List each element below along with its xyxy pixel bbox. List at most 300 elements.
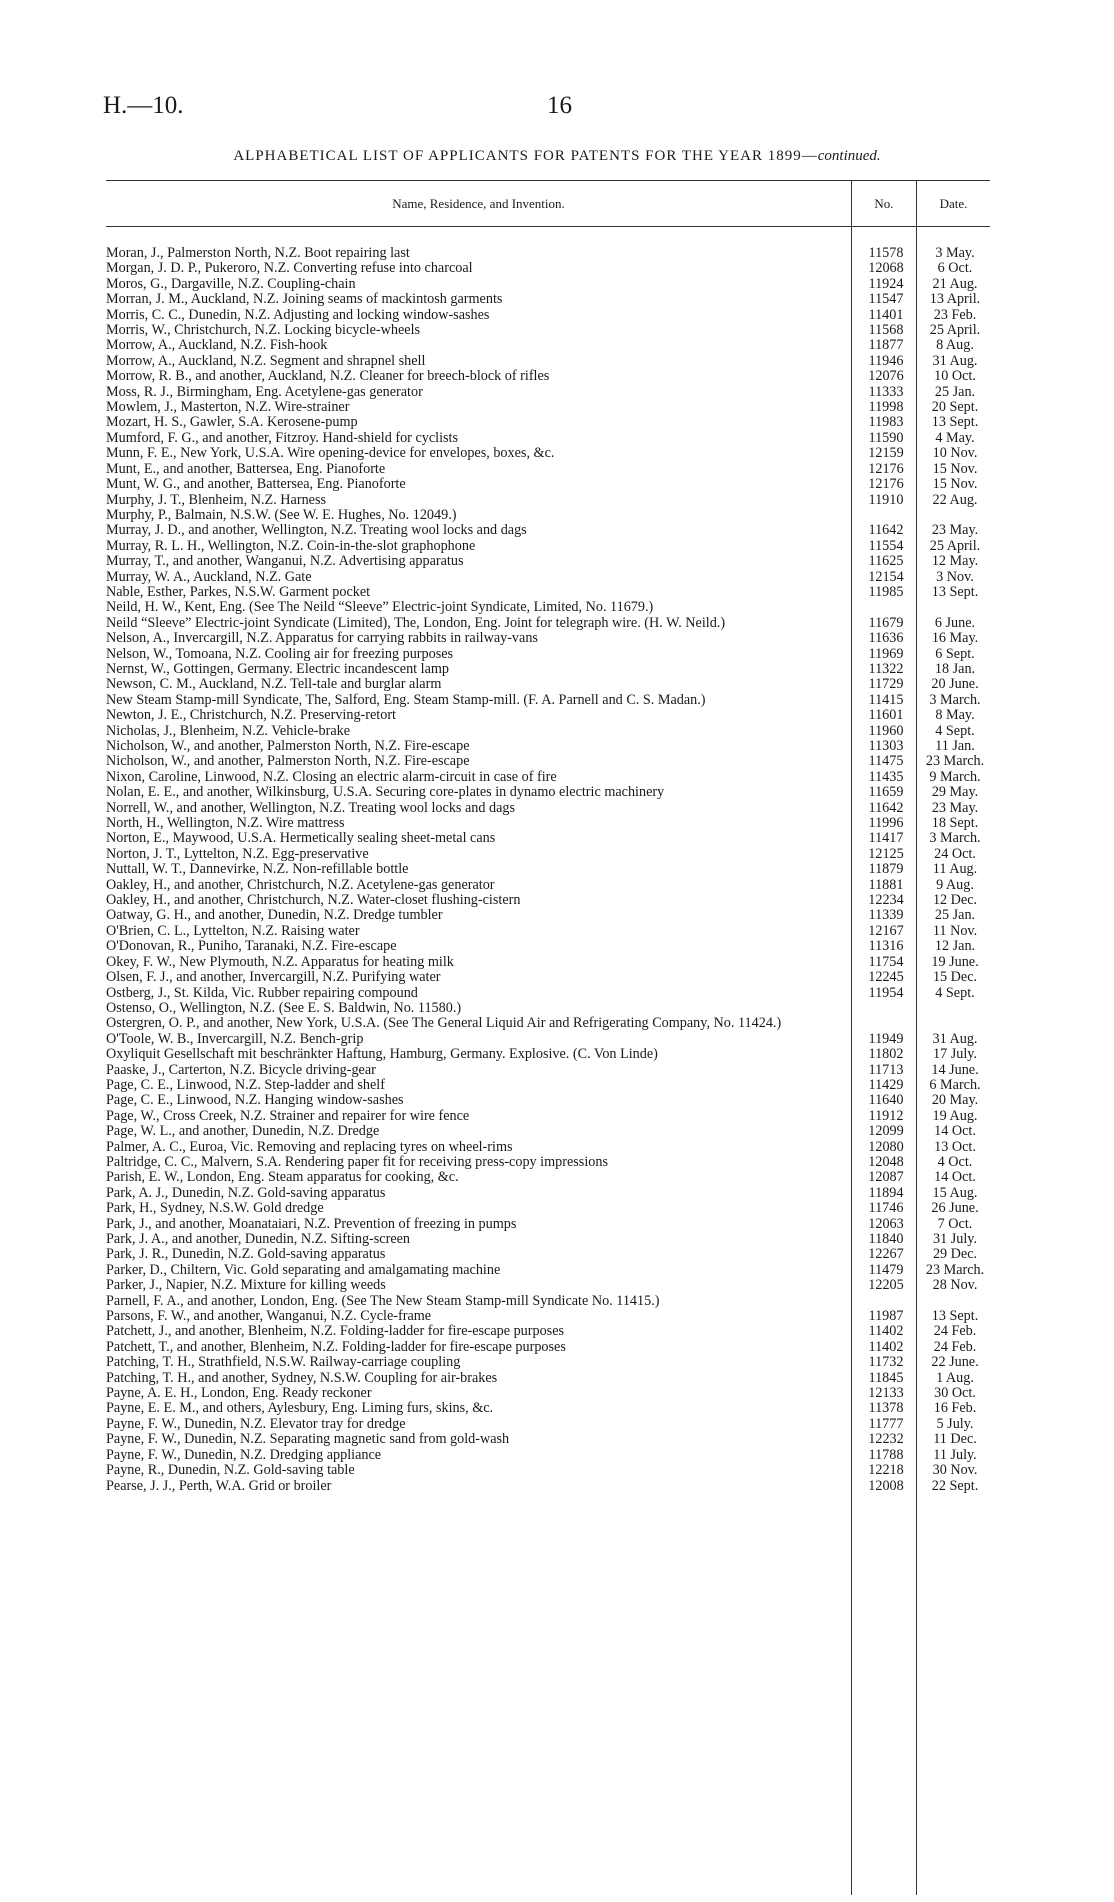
patent-date: 16 Feb. bbox=[933, 1400, 977, 1417]
table-row bbox=[106, 1047, 986, 1062]
patent-date: 6 March. bbox=[929, 1076, 981, 1093]
patent-number: 12099 bbox=[868, 1123, 904, 1140]
table-row bbox=[106, 1432, 986, 1447]
entry-text: Ostenso, O., Wellington, N.Z. (See E. S. Baldwin, No. 11580.) bbox=[106, 1000, 462, 1016]
table-row bbox=[106, 1371, 986, 1386]
entry-text: Parker, D., Chiltern, Vic. Gold separating and amalgamating machine bbox=[106, 1262, 501, 1278]
patent-number: 12080 bbox=[868, 1138, 904, 1155]
patent-number: 12048 bbox=[868, 1153, 904, 1170]
patent-date: 13 Sept. bbox=[931, 583, 979, 600]
patent-number: 12167 bbox=[868, 922, 904, 939]
patent-date: 16 May. bbox=[931, 630, 979, 647]
table-row bbox=[106, 277, 986, 292]
table-row bbox=[106, 493, 986, 508]
table-row bbox=[106, 1417, 986, 1432]
table-row bbox=[106, 1186, 986, 1201]
entry-text: O'Brien, C. L., Lyttelton, N.Z. Raising water bbox=[106, 923, 360, 939]
entry-text: Murray, R. L. H., Wellington, N.Z. Coin-in-the-slot graphophone bbox=[106, 538, 476, 554]
patent-date: 13 Sept. bbox=[931, 414, 979, 431]
patent-date: 12 Jan. bbox=[934, 938, 976, 955]
entry-text: Paltridge, C. C., Malvern, S.A. Rendering paper fit for receiving press-copy impressions bbox=[106, 1154, 608, 1170]
entry-text: Page, C. E., Linwood, N.Z. Hanging window-sashes bbox=[106, 1093, 404, 1109]
patent-number: 11840 bbox=[868, 1231, 904, 1247]
patent-date: 14 Oct. bbox=[934, 1123, 976, 1140]
entry-text: Ostberg, J., St. Kilda, Vic. Rubber repairing compound bbox=[106, 985, 418, 1001]
patent-date: 3 May. bbox=[935, 245, 975, 261]
table-row bbox=[106, 616, 986, 631]
table-row bbox=[106, 1309, 986, 1324]
table-row bbox=[106, 523, 986, 538]
entry-text: Nelson, W., Tomoana, N.Z. Cooling air for freezing purposes bbox=[106, 646, 454, 662]
patent-number: 12076 bbox=[868, 368, 904, 385]
patent-number: 12133 bbox=[868, 1385, 904, 1402]
patent-date: 3 March. bbox=[929, 830, 981, 847]
patent-date: 11 July. bbox=[933, 1446, 977, 1463]
patent-date: 6 June. bbox=[934, 614, 976, 631]
patent-number: 12205 bbox=[868, 1277, 904, 1294]
patent-date: 11 Aug. bbox=[932, 861, 978, 878]
entry-text: Page, W. L., and another, Dunedin, N.Z. Dredge bbox=[106, 1124, 380, 1140]
entry-text: Parker, J., Napier, N.Z. Mixture for killing weeds bbox=[106, 1278, 386, 1294]
entry-text: Payne, R., Dunedin, N.Z. Gold-saving table bbox=[106, 1463, 355, 1479]
table-row bbox=[106, 477, 986, 492]
entry-text: Norton, J. T., Lyttelton, N.Z. Egg-preservative bbox=[106, 846, 369, 862]
patent-number: 11877 bbox=[868, 337, 904, 354]
table-row bbox=[106, 754, 986, 769]
table-row bbox=[106, 847, 986, 862]
patent-date: 9 March. bbox=[929, 768, 981, 785]
table-row bbox=[106, 1247, 986, 1262]
table-row bbox=[106, 708, 986, 723]
patent-number: 11554 bbox=[868, 537, 904, 554]
patent-number: 12176 bbox=[868, 476, 904, 493]
patent-date: 30 Oct. bbox=[934, 1385, 976, 1402]
patent-date: 14 Oct. bbox=[934, 1169, 976, 1186]
patent-date: 10 Nov. bbox=[932, 445, 978, 462]
table-row bbox=[106, 508, 986, 523]
entry-text: Payne, F. W., Dunedin, N.Z. Separating magnetic sand from gold-wash bbox=[106, 1432, 510, 1448]
entry-text: Moss, R. J., Birmingham, Eng. Acetylene-gas generator bbox=[106, 384, 423, 400]
entry-text: Morris, C. C., Dunedin, N.Z. Adjusting and locking window-sashes bbox=[106, 307, 490, 323]
patent-date: 10 Oct. bbox=[934, 368, 976, 385]
patent-date: 12 Dec. bbox=[932, 892, 978, 909]
patent-number: 11322 bbox=[868, 660, 904, 677]
table-row bbox=[106, 1232, 986, 1247]
patent-date: 15 Nov. bbox=[932, 460, 978, 477]
table-row bbox=[106, 1032, 986, 1047]
patent-number: 12125 bbox=[868, 845, 904, 862]
table-row bbox=[106, 631, 986, 646]
patent-number: 11625 bbox=[868, 553, 904, 570]
patent-date: 23 March. bbox=[925, 1261, 985, 1278]
entry-text: Paaske, J., Carterton, N.Z. Bicycle driving-gear bbox=[106, 1062, 376, 1078]
entry-text: Park, A. J., Dunedin, N.Z. Gold-saving apparatus bbox=[106, 1185, 386, 1201]
patent-number: 12154 bbox=[868, 568, 904, 585]
table-row bbox=[106, 246, 986, 261]
entry-text: Payne, F. W., Dunedin, N.Z. Dredging appliance bbox=[106, 1447, 382, 1463]
entry-text: Oatway, G. H., and another, Dunedin, N.Z. Dredge tumbler bbox=[106, 908, 443, 924]
patent-number: 11339 bbox=[868, 907, 904, 924]
patent-number: 12176 bbox=[868, 460, 904, 477]
patent-date: 23 Feb. bbox=[933, 306, 977, 323]
table-row bbox=[106, 1340, 986, 1355]
patent-number: 11960 bbox=[868, 722, 904, 739]
patent-date: 25 Jan. bbox=[934, 907, 976, 924]
patent-date: 25 Jan. bbox=[934, 383, 976, 400]
patent-date: 31 Aug. bbox=[932, 352, 978, 369]
entry-text: Munt, E., and another, Battersea, Eng. Pianoforte bbox=[106, 461, 386, 477]
patent-date: 19 Aug. bbox=[932, 1107, 978, 1124]
patent-date: 21 Aug. bbox=[932, 275, 978, 292]
table-row bbox=[106, 1448, 986, 1463]
patent-number: 11946 bbox=[868, 352, 904, 369]
table-row bbox=[106, 1479, 986, 1494]
table-row bbox=[106, 585, 986, 600]
entry-text: Norton, E., Maywood, U.S.A. Hermetically sealing sheet-metal cans bbox=[106, 831, 496, 847]
entry-text: Patchett, J., and another, Blenheim, N.Z. Folding-ladder for fire-escape purposes bbox=[106, 1324, 565, 1340]
patent-number: 11881 bbox=[868, 876, 904, 893]
patent-number: 11401 bbox=[868, 306, 904, 323]
patent-number: 12068 bbox=[868, 260, 904, 277]
patent-date: 25 April. bbox=[929, 537, 981, 554]
table-row bbox=[106, 724, 986, 739]
patent-date: 11 Jan. bbox=[935, 738, 975, 754]
table-row bbox=[106, 1278, 986, 1293]
patent-number: 11912 bbox=[868, 1107, 904, 1124]
patent-number: 11435 bbox=[868, 768, 904, 785]
entry-text: Newson, C. M., Auckland, N.Z. Tell-tale and burglar alarm bbox=[106, 677, 442, 693]
patent-date: 23 May. bbox=[931, 522, 979, 539]
entry-text: Patching, T. H., and another, Sydney, N.S.W. Coupling for air-brakes bbox=[106, 1370, 498, 1386]
entry-text: Payne, F. W., Dunedin, N.Z. Elevator tray for dredge bbox=[106, 1416, 406, 1432]
patent-date: 11 Dec. bbox=[933, 1431, 977, 1448]
patent-date: 24 Feb. bbox=[933, 1323, 977, 1340]
patent-date: 24 Feb. bbox=[933, 1338, 977, 1355]
table-row bbox=[106, 939, 986, 954]
table-row bbox=[106, 1063, 986, 1078]
column-header-name: Name, Residence, and Invention. bbox=[392, 196, 565, 211]
patent-number: 11590 bbox=[868, 429, 904, 446]
patent-date: 31 July. bbox=[932, 1231, 977, 1247]
patent-number: 11996 bbox=[868, 815, 904, 832]
patent-date: 3 March. bbox=[929, 691, 981, 708]
patent-number: 11642 bbox=[868, 522, 904, 539]
patent-date: 14 June. bbox=[931, 1061, 979, 1078]
patent-date: 15 Aug. bbox=[932, 1184, 978, 1201]
patent-number: 11954 bbox=[868, 984, 904, 1001]
table-row bbox=[106, 292, 986, 307]
patent-number: 11754 bbox=[868, 953, 904, 970]
table-row bbox=[106, 354, 986, 369]
table-row bbox=[106, 462, 986, 477]
patent-number: 11547 bbox=[868, 291, 904, 308]
table-row bbox=[106, 785, 986, 800]
entry-text: Ostergren, O. P., and another, New York, U.S.A. (See The General Liquid Air and Refrigerating Company, No. 11424.) bbox=[106, 1016, 782, 1032]
entry-text: Nixon, Caroline, Linwood, N.Z. Closing an electric alarm-circuit in case of fire bbox=[106, 769, 557, 785]
patent-number: 11969 bbox=[868, 645, 904, 662]
entry-text: Parnell, F. A., and another, London, Eng. (See The New Steam Stamp-mill Syndicate No. 11415.) bbox=[106, 1293, 660, 1309]
patent-number: 11378 bbox=[868, 1400, 904, 1417]
entry-text: Neild “Sleeve” Electric-joint Syndicate (Limited), The, London, Eng. Joint for telegraph wire. (H. W. Neild.) bbox=[106, 615, 726, 631]
patent-date: 22 Sept. bbox=[931, 1477, 979, 1494]
entry-text: Murray, T., and another, Wanganui, N.Z. Advertising apparatus bbox=[106, 554, 464, 570]
entry-text: Park, J. R., Dunedin, N.Z. Gold-saving apparatus bbox=[106, 1247, 386, 1263]
patent-date: 4 Oct. bbox=[937, 1153, 973, 1170]
entry-text: Payne, A. E. H., London, Eng. Ready reckoner bbox=[106, 1386, 372, 1402]
patent-number: 12008 bbox=[868, 1477, 904, 1494]
patent-date: 18 Sept. bbox=[931, 815, 979, 832]
patent-date: 6 Sept. bbox=[935, 645, 975, 662]
patent-date: 31 Aug. bbox=[932, 1030, 978, 1047]
entry-text: Pearse, J. J., Perth, W.A. Grid or broiler bbox=[106, 1478, 332, 1494]
patent-date: 11 Nov. bbox=[932, 922, 978, 939]
patent-list bbox=[106, 246, 986, 1494]
patent-number: 11642 bbox=[868, 799, 904, 816]
patent-number: 11601 bbox=[868, 707, 904, 724]
table-row bbox=[106, 662, 986, 677]
patent-date: 29 Dec. bbox=[932, 1246, 978, 1263]
patent-date: 9 Aug. bbox=[936, 876, 974, 893]
table-row bbox=[106, 955, 986, 970]
entry-text: Murphy, J. T., Blenheim, N.Z. Harness bbox=[106, 492, 327, 508]
patent-number: 12234 bbox=[868, 892, 904, 909]
entry-text: Payne, E. E. M., and others, Aylesbury, Eng. Liming furs, skins, &c. bbox=[106, 1401, 494, 1417]
patent-date: 17 July. bbox=[932, 1046, 977, 1063]
patent-number: 11417 bbox=[868, 830, 904, 847]
patent-number: 11910 bbox=[868, 491, 904, 508]
entry-text: Morgan, J. D. P., Pukeroro, N.Z. Converting refuse into charcoal bbox=[106, 261, 473, 277]
entry-text: Nolan, E. E., and another, Wilkinsburg, U.S.A. Securing core-plates in dynamo electric machinery bbox=[106, 785, 665, 801]
entry-text: O'Donovan, R., Puniho, Taranaki, N.Z. Fire-escape bbox=[106, 939, 397, 955]
entry-text: O'Toole, W. B., Invercargill, N.Z. Bench-grip bbox=[106, 1031, 364, 1047]
patent-number: 11402 bbox=[868, 1338, 904, 1355]
patent-date: 12 May. bbox=[931, 553, 979, 570]
entry-text: Mozart, H. S., Gawler, S.A. Kerosene-pump bbox=[106, 415, 358, 431]
patent-number: 11998 bbox=[868, 399, 904, 416]
patent-number: 11713 bbox=[868, 1061, 904, 1078]
entry-text: Park, J. A., and another, Dunedin, N.Z. Sifting-screen bbox=[106, 1232, 411, 1247]
table-row bbox=[106, 1109, 986, 1124]
table-row bbox=[106, 1463, 986, 1478]
patent-number: 12063 bbox=[868, 1215, 904, 1232]
patent-number: 12087 bbox=[868, 1169, 904, 1186]
entry-text: New Steam Stamp-mill Syndicate, The, Salford, Eng. Steam Stamp-mill. (F. A. Parnell and C. S. Madan.) bbox=[106, 692, 706, 708]
table-row bbox=[106, 770, 986, 785]
table-row bbox=[106, 1324, 986, 1339]
entry-text: Morrow, A., Auckland, N.Z. Fish-hook bbox=[106, 338, 328, 354]
table-row bbox=[106, 554, 986, 569]
patent-date: 1 Aug. bbox=[936, 1369, 974, 1386]
entry-text: Morran, J. M., Auckland, N.Z. Joining seams of mackintosh garments bbox=[106, 292, 503, 308]
page-title bbox=[0, 148, 1114, 165]
entry-text: Neild, H. W., Kent, Eng. (See The Neild “Sleeve” Electric-joint Syndicate, Limited, No. 11679.) bbox=[106, 600, 654, 616]
patent-date: 26 June. bbox=[931, 1200, 979, 1217]
table-row bbox=[106, 739, 986, 754]
table-row bbox=[106, 924, 986, 939]
patent-date: 13 Oct. bbox=[934, 1138, 976, 1155]
table-row bbox=[106, 1016, 986, 1031]
entry-text: Munt, W. G., and another, Battersea, Eng. Pianoforte bbox=[106, 477, 406, 493]
table-row bbox=[106, 539, 986, 554]
table-row bbox=[106, 369, 986, 384]
table-row bbox=[106, 970, 986, 985]
patent-date: 4 Sept. bbox=[935, 984, 975, 1001]
patent-date: 23 March. bbox=[925, 753, 985, 770]
patent-date: 20 May. bbox=[931, 1092, 979, 1109]
entry-text: Oakley, H., and another, Christchurch, N.Z. Water-closet flushing-cistern bbox=[106, 893, 521, 909]
patent-number: 12218 bbox=[868, 1462, 904, 1479]
patent-number: 11879 bbox=[868, 861, 904, 878]
patent-number: 12232 bbox=[868, 1431, 904, 1448]
table-row bbox=[106, 831, 986, 846]
patent-date: 30 Nov. bbox=[932, 1462, 978, 1479]
patent-date: 3 Nov. bbox=[936, 568, 974, 585]
entry-text: Patchett, T., and another, Blenheim, N.Z. Folding-ladder for fire-escape purposes bbox=[106, 1339, 566, 1355]
table-row bbox=[106, 1263, 986, 1278]
entry-text: Okey, F. W., New Plymouth, N.Z. Apparatus for heating milk bbox=[106, 954, 454, 970]
table-row bbox=[106, 1170, 986, 1185]
patent-number: 11987 bbox=[868, 1308, 904, 1325]
patent-date: 23 May. bbox=[931, 799, 979, 816]
patent-date: 29 May. bbox=[931, 784, 979, 801]
patent-date: 4 Sept. bbox=[935, 722, 975, 739]
entry-text: Morrow, R. B., and another, Auckland, N.Z. Cleaner for breech-block of rifles bbox=[106, 369, 550, 385]
table-row bbox=[106, 338, 986, 353]
entry-text: Nelson, A., Invercargill, N.Z. Apparatus for carrying rabbits in railway-vans bbox=[106, 631, 538, 647]
patent-date: 8 May. bbox=[935, 707, 975, 724]
column-header-number: No. bbox=[874, 196, 894, 211]
entry-text: Moros, G., Dargaville, N.Z. Coupling-chain bbox=[106, 276, 356, 292]
table-row bbox=[106, 693, 986, 708]
patent-number: 11983 bbox=[868, 414, 904, 431]
entry-text: Moran, J., Palmerston North, N.Z. Boot repairing last bbox=[106, 246, 410, 261]
patent-number: 11746 bbox=[868, 1200, 904, 1217]
table-header-rule bbox=[106, 226, 990, 227]
patent-number: 12159 bbox=[868, 445, 904, 462]
table-row bbox=[106, 862, 986, 877]
patent-date: 18 Jan. bbox=[934, 660, 976, 677]
table-row bbox=[106, 415, 986, 430]
entry-text: Murray, W. A., Auckland, N.Z. Gate bbox=[106, 569, 312, 585]
entry-text: Norrell, W., and another, Wellington, N.Z. Treating wool locks and dags bbox=[106, 800, 516, 816]
patent-number: 12245 bbox=[868, 969, 904, 986]
patent-number: 11568 bbox=[868, 322, 904, 339]
column-header-date: Date. bbox=[939, 196, 968, 211]
table-row bbox=[106, 893, 986, 908]
patent-number: 11415 bbox=[868, 691, 904, 708]
patent-number: 11802 bbox=[868, 1046, 904, 1063]
patent-date: 19 June. bbox=[931, 953, 979, 970]
patent-number: 12267 bbox=[868, 1246, 904, 1263]
patent-number: 11985 bbox=[868, 583, 904, 600]
patent-number: 11479 bbox=[868, 1261, 904, 1278]
patent-date: 8 Aug. bbox=[936, 337, 974, 354]
entry-text: Mumford, F. G., and another, Fitzroy. Hand-shield for cyclists bbox=[106, 430, 458, 446]
table-top-rule bbox=[106, 180, 990, 181]
patent-date: 25 April. bbox=[929, 322, 981, 339]
entry-text: Newton, J. E., Christchurch, N.Z. Preserving-retort bbox=[106, 708, 396, 724]
patent-date: 15 Nov. bbox=[932, 476, 978, 493]
entry-text: Parish, E. W., London, Eng. Steam apparatus for cooking, &c. bbox=[106, 1170, 459, 1186]
table-row bbox=[106, 816, 986, 831]
entry-text: Munn, F. E., New York, U.S.A. Wire opening-device for envelopes, boxes, &c. bbox=[106, 446, 555, 462]
table-row bbox=[106, 323, 986, 338]
table-row bbox=[106, 1201, 986, 1216]
entry-text: Page, W., Cross Creek, N.Z. Strainer and repairer for wire fence bbox=[106, 1108, 470, 1124]
entry-text: Mowlem, J., Masterton, N.Z. Wire-strainer bbox=[106, 400, 350, 416]
entry-text: Patching, T. H., Strathfield, N.S.W. Railway-carriage coupling bbox=[106, 1355, 461, 1371]
patent-date: 20 Sept. bbox=[931, 399, 979, 416]
table-row bbox=[106, 1001, 986, 1016]
patent-date: 6 Oct. bbox=[937, 260, 973, 277]
entry-text: Page, C. E., Linwood, N.Z. Step-ladder and shelf bbox=[106, 1077, 385, 1093]
patent-date: 22 June. bbox=[931, 1354, 979, 1371]
patent-date: 22 Aug. bbox=[932, 491, 978, 508]
entry-text: Nicholson, W., and another, Palmerston North, N.Z. Fire-escape bbox=[106, 754, 470, 770]
entry-text: Morrow, A., Auckland, N.Z. Segment and shrapnel shell bbox=[106, 353, 426, 369]
table-row bbox=[106, 1093, 986, 1108]
entry-text: Nicholson, W., and another, Palmerston North, N.Z. Fire-escape bbox=[106, 739, 470, 754]
entry-text: Parsons, F. W., and another, Wanganui, N.Z. Cycle-frame bbox=[106, 1309, 432, 1325]
entry-text: Nicholas, J., Blenheim, N.Z. Vehicle-brake bbox=[106, 723, 351, 739]
entry-text: Palmer, A. C., Euroa, Vic. Removing and replacing tyres on wheel-rims bbox=[106, 1139, 513, 1155]
patent-number: 11679 bbox=[868, 614, 904, 631]
patent-number: 11949 bbox=[868, 1030, 904, 1047]
patent-number: 11333 bbox=[868, 383, 904, 400]
patent-date: 15 Dec. bbox=[932, 969, 978, 986]
patent-number: 11924 bbox=[868, 275, 904, 292]
table-row bbox=[106, 878, 986, 893]
title-continued: continued. bbox=[817, 148, 881, 164]
patent-date: 13 April. bbox=[929, 291, 981, 308]
table-row bbox=[106, 1386, 986, 1401]
entry-text: Park, J., and another, Moanataiari, N.Z. Prevention of freezing in pumps bbox=[106, 1216, 517, 1232]
patent-number: 11316 bbox=[868, 938, 904, 955]
patent-date: 13 Sept. bbox=[931, 1308, 979, 1325]
table-row bbox=[106, 1140, 986, 1155]
patent-number: 11429 bbox=[868, 1076, 904, 1093]
table-row bbox=[106, 801, 986, 816]
patent-date: 5 July. bbox=[936, 1415, 974, 1432]
table-row bbox=[106, 385, 986, 400]
patent-number: 11636 bbox=[868, 630, 904, 647]
patent-number: 11894 bbox=[868, 1184, 904, 1201]
entry-text: Morris, W., Christchurch, N.Z. Locking bicycle-wheels bbox=[106, 323, 421, 339]
table-row bbox=[106, 1155, 986, 1170]
table-row bbox=[106, 570, 986, 585]
patent-number: 11732 bbox=[868, 1354, 904, 1371]
patent-number: 11303 bbox=[868, 738, 904, 754]
patent-number: 11788 bbox=[868, 1446, 904, 1463]
patent-date: 7 Oct. bbox=[937, 1215, 973, 1232]
entry-text: Olsen, F. J., and another, Invercargill, N.Z. Purifying water bbox=[106, 970, 441, 986]
table-row bbox=[106, 261, 986, 276]
page-number: 16 bbox=[547, 92, 572, 119]
patent-number: 11640 bbox=[868, 1092, 904, 1109]
document-reference: H.—10. bbox=[103, 92, 184, 119]
entry-text: Nable, Esther, Parkes, N.S.W. Garment pocket bbox=[106, 584, 371, 600]
table-row bbox=[106, 1217, 986, 1232]
table-row bbox=[106, 600, 986, 615]
entry-text: Nernst, W., Gottingen, Germany. Electric incandescent lamp bbox=[106, 661, 450, 677]
patent-date: 24 Oct. bbox=[934, 845, 976, 862]
table-row bbox=[106, 1401, 986, 1416]
table-row bbox=[106, 400, 986, 415]
table-row bbox=[106, 308, 986, 323]
patent-number: 11659 bbox=[868, 784, 904, 801]
table-row bbox=[106, 1294, 986, 1309]
title-main: ALPHABETICAL LIST OF APPLICANTS FOR PATENTS FOR THE YEAR 1899— bbox=[233, 148, 818, 164]
